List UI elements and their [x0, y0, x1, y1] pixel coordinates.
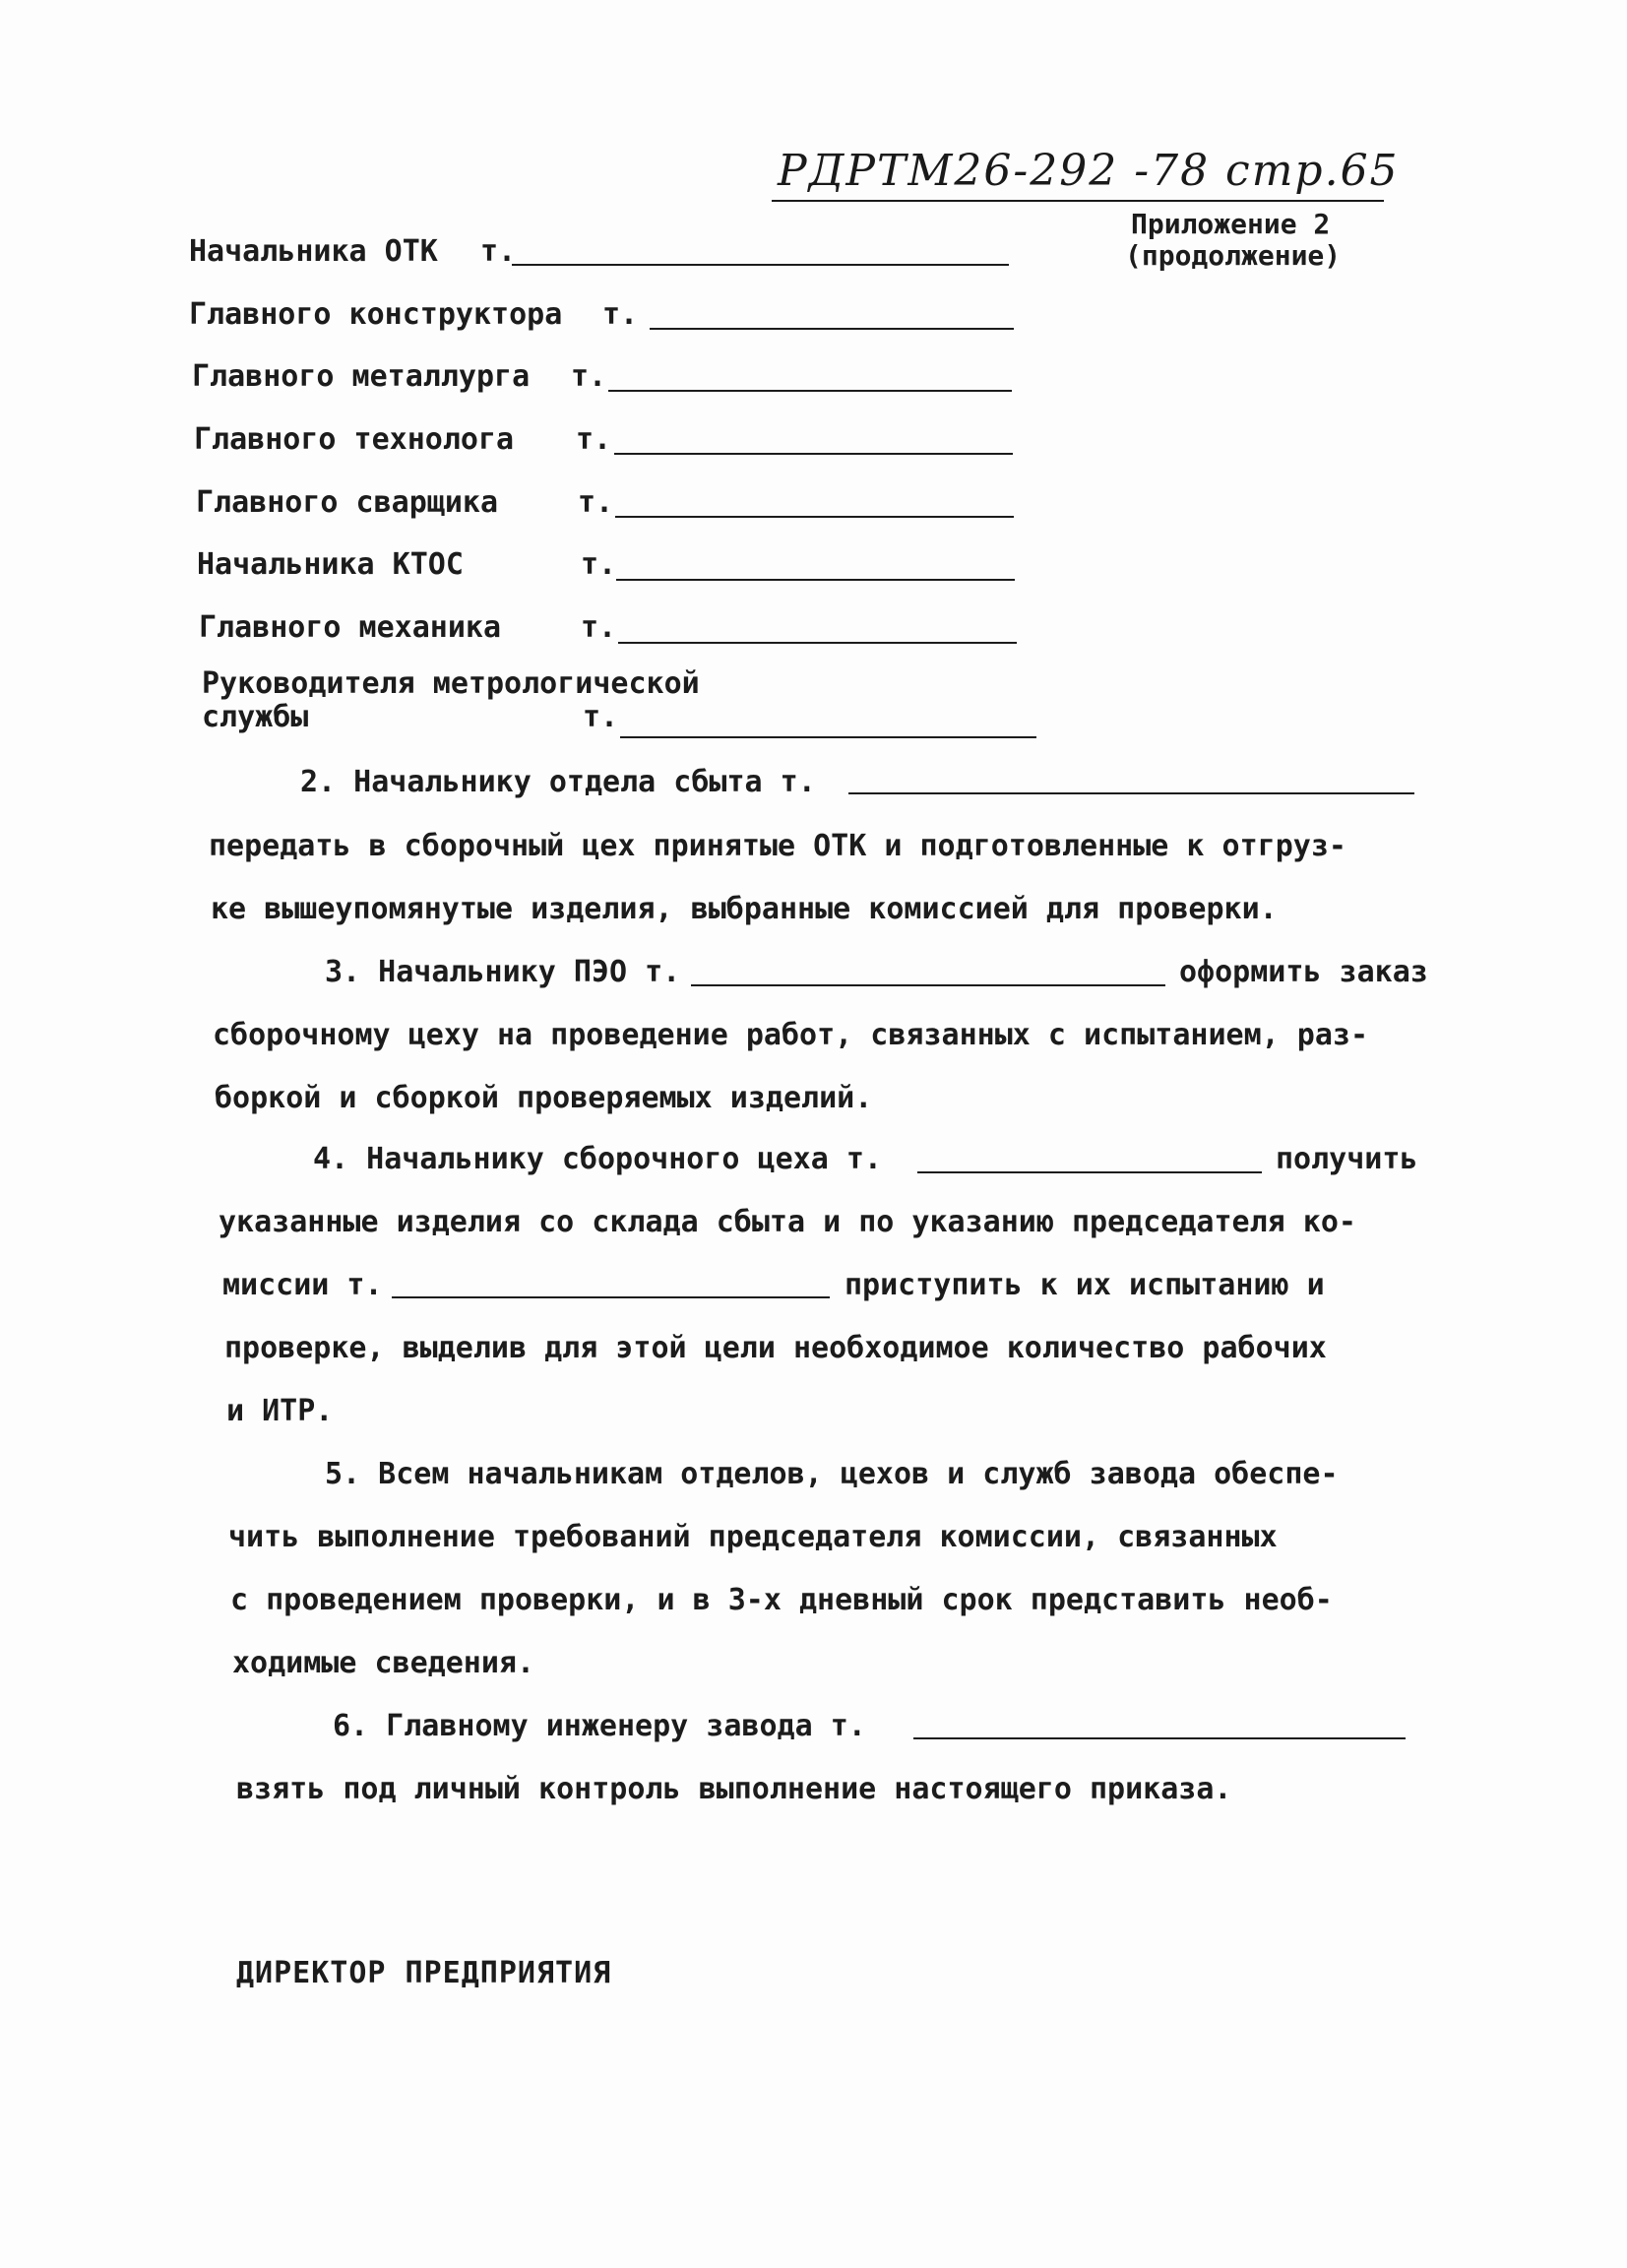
signatory-t: т. — [602, 297, 639, 332]
signatory-t: т. — [480, 234, 517, 269]
paragraph-5-line: ходимые сведения. — [232, 1646, 535, 1680]
paragraph-5-line: 5. Всем начальникам отделов, цехов и служб завода обеспе- — [325, 1457, 1339, 1491]
paragraph-5-line: с проведением проверки, и в 3-х дневный срок представить необ- — [230, 1583, 1333, 1617]
appendix-title: Приложение 2 — [1131, 208, 1331, 240]
paragraph-4-line: приступить к их испытанию и — [845, 1268, 1325, 1302]
blank-line — [608, 390, 1012, 392]
signatory-t: т. — [576, 422, 612, 457]
signatory-label: Главного технолога — [194, 422, 515, 457]
paragraph-6-lead: 6. Главному инженеру завода т. — [333, 1709, 866, 1743]
blank-line — [913, 1737, 1406, 1739]
blank-line — [615, 516, 1014, 518]
blank-line — [848, 792, 1414, 794]
paragraph-5-line: чить выполнение требований председателя комиссии, связанных — [228, 1520, 1278, 1554]
metrology-label-line2: службы — [202, 700, 309, 734]
blank-line — [392, 1296, 830, 1298]
metrology-t: т. — [583, 700, 619, 734]
paragraph-4-tail: получить — [1276, 1142, 1418, 1176]
signatory-label: Главного конструктора — [189, 297, 563, 332]
appendix-continuation: (продолжение) — [1125, 239, 1342, 272]
paragraph-6-line: взять под личный контроль выполнение настоящего приказа. — [236, 1772, 1232, 1806]
paragraph-2-lead: 2. Начальнику отдела сбыта т. — [300, 765, 816, 799]
signatory-t: т. — [581, 610, 617, 645]
signatory-label: Начальника ОТК — [189, 234, 438, 269]
paragraph-3-line: боркой и сборкой проверяемых изделий. — [215, 1081, 873, 1115]
paragraph-3-lead: 3. Начальнику ПЭО т. — [325, 955, 681, 989]
blank-line — [618, 642, 1017, 644]
blank-line — [614, 453, 1013, 455]
blank-line — [620, 736, 1036, 738]
appendix-note — [1125, 209, 1341, 272]
paragraph-4-line: проверке, выделив для этой цели необходимое количество рабочих — [224, 1331, 1327, 1365]
paragraph-2-line: ке вышеупомянутые изделия, выбранные комиссией для проверки. — [211, 892, 1278, 926]
signatory-label: Главного металлурга — [192, 359, 531, 394]
blank-line — [512, 264, 1009, 266]
paragraph-4-line: указанные изделия со склада сбыта и по указанию председателя ко- — [219, 1205, 1356, 1239]
blank-line — [691, 984, 1165, 986]
metrology-label-line1: Руководителя метрологической — [202, 666, 700, 701]
paragraph-2-line: передать в сборочный цех принятые ОТК и подготовленные к отгруз- — [209, 829, 1346, 863]
blank-line — [650, 328, 1014, 330]
director-signature-label: ДИРЕКТОР ПРЕДПРИЯТИЯ — [236, 1956, 612, 1990]
paragraph-3-tail: оформить заказ — [1179, 955, 1428, 989]
paragraph-4-lead: 4. Начальнику сборочного цеха т. — [313, 1142, 882, 1176]
blank-line — [917, 1171, 1262, 1173]
signatory-label: Начальника КТОС — [197, 547, 464, 582]
paragraph-3-line: сборочному цеху на проведение работ, связанных с испытанием, раз- — [213, 1018, 1368, 1052]
handwritten-document-reference: РДРТМ26-292 -78 стр.65 — [778, 146, 1400, 196]
paragraph-4-line: миссии т. — [222, 1268, 383, 1302]
signatory-t: т. — [578, 485, 614, 520]
signatory-label: Главного механика — [199, 610, 502, 645]
signatory-label: Главного сварщика — [196, 485, 499, 520]
blank-line — [616, 579, 1015, 581]
signatory-t: т. — [571, 359, 607, 394]
reference-underline — [772, 200, 1384, 202]
signatory-t: т. — [581, 547, 617, 582]
paragraph-4-line: и ИТР. — [226, 1394, 334, 1428]
